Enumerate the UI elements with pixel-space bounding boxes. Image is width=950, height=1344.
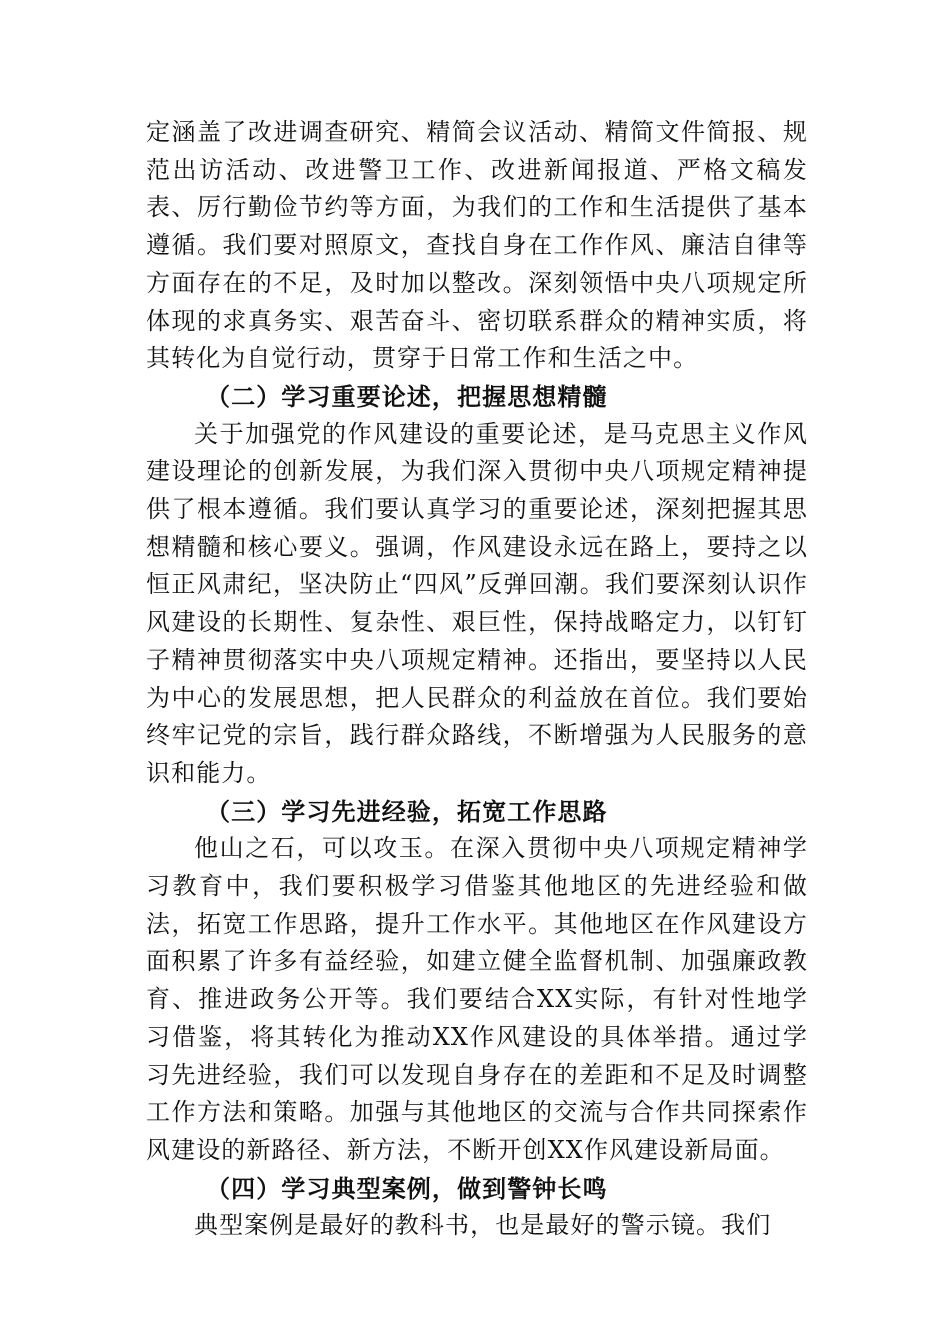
body-paragraph: 他山之石，可以攻玉。在深入贯彻中央八项规定精神学习教育中，我们要积极学习借鉴其他地区的先进经验和做法，拓宽工作思路，提升工作水平。其他地区在作风建设方面积累了许多有益经验，如建立健全监督机制、加强廉政教育、推进政务公开等。我们要结合XX实际，有针对性地学习借鉴，将其转化为推动XX作风建设的具体举措。通过学习先进经验，我们可以发现自身存在的差距和不足及时调整工作方法和策略。加强与其他地区的交流与合作共同探索作风建设的新路径、新方法，不断开创XX作风建设新局面。 <box>146 834 808 1164</box>
section-heading: （三）学习先进经验，拓宽工作思路 <box>206 796 608 826</box>
body-paragraph: 定涵盖了改进调查研究、精简会议活动、精简文件简报、规范出访活动、改进警卫工作、改进新闻报道、严格文稿发表、厉行勤俭节约等方面，为我们的工作和生活提供了基本遵循。我们要对照原文，查找自身在工作作风、廉洁自律等方面存在的不足，及时加以整改。深刻领悟中央八项规定所体现的求真务实、艰苦奋斗、密切联系群众的精神实质，将其转化为自觉行动，贯穿于日常工作和生活之中。 <box>146 118 808 373</box>
section-heading: （四）学习典型案例，做到警钟长鸣 <box>206 1173 608 1203</box>
body-paragraph: 典型案例是最好的教科书，也是最好的警示镜。我们 <box>194 1211 772 1240</box>
body-paragraph: 关于加强党的作风建设的重要论述，是马克思主义作风建设理论的创新发展，为我们深入贯彻中央八项规定精神提供了根本遵循。我们要认真学习的重要论述，深刻把握其思想精髓和核心要义。强调，作风建设永远在路上，要持之以恒正风肃纪，坚决防止“四风”反弹回潮。我们要深刻认识作风建设的长期性、复杂性、艰巨性，保持战略定力，以钉钉子精神贯彻落实中央八项规定精神。还指出，要坚持以人民为中心的发展思想，把人民群众的利益放在首位。我们要始终牢记党的宗旨，践行群众路线，不断增强为人民服务的意识和能力。 <box>146 419 808 787</box>
document-page <box>146 114 808 1245</box>
section-heading: （二）学习重要论述，把握思想精髓 <box>206 381 608 411</box>
